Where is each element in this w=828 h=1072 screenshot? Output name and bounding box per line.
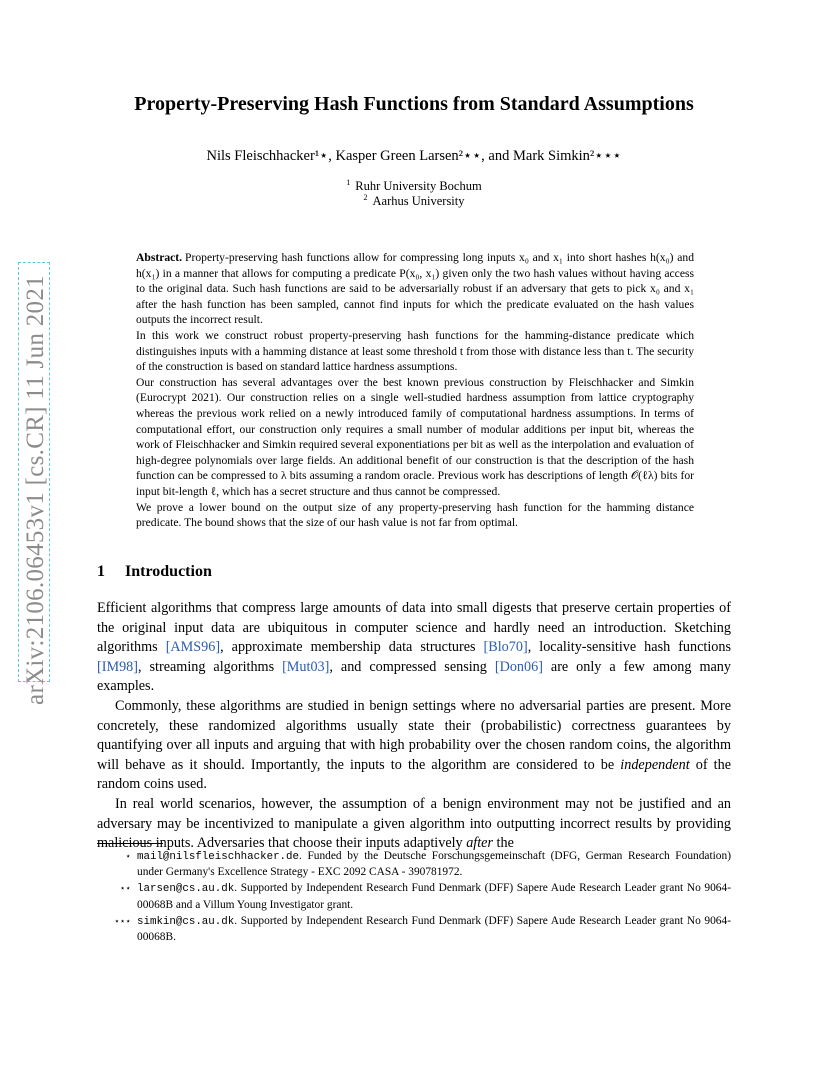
body-paragraph: In real world scenarios, however, the assumption of a benign environment may not be justified and an adversary may be incentivized to manipulate a given algorithm into outputting incorrect results by providing malicious inputs. Adversaries that choose their inputs adaptively after the: [97, 795, 731, 852]
emphasis: independent: [620, 756, 690, 773]
citation-link[interactable]: [Mut03]: [282, 658, 330, 675]
abstract-paragraph: Abstract. Property-preserving hash functions allow for compressing long inputs x₀ and x₁ into short hashes h(x₀) and h(x₁) in a manner that allows for computing a predicate P(x₀, x₁) given only the two hash values without having access to the original data. Such hash functions are said to be adversarially robust if an adversary that gets to pick x₀ and x₁ after the hash function has been sampled, cannot find inputs for which the predicate evaluated on the hash values outputs the incorrect result.: [136, 251, 694, 327]
abstract-block: [136, 250, 694, 531]
footnote-email[interactable]: simkin@cs.au.dk: [137, 915, 235, 928]
abstract-paragraph: Our construction has several advantages over the best known previous construction by Fleischhacker and Simkin (Eurocrypt 2021). Our construction relies on a single well-studied hardness assumption from lattice cryptography whereas the previous work relied on a newly introduced family of computational hardness assumptions. In terms of computational effort, our construction only requires a small number of modular additions per input bit, whereas the work of Fleischhacker and Simkin required several exponentiations per bit as well as the interpolation and evaluation of high-degree polynomials over large fields. An additional benefit of our construction is that the description of the hash function can be compressed to λ bits assuming a random oracle. Previous work has descriptions of length 𝒪(ℓλ) bits for input bit-length ℓ, which has a secret structure and thus cannot be compressed.: [136, 375, 694, 498]
citation-link[interactable]: [AMS96]: [165, 639, 221, 656]
paper-title: Property-Preserving Hash Functions from Standard Assumptions: [134, 93, 694, 115]
footnote: ⋆ mail@nilsfleischhacker.de. Funded by the Deutsche Forschungsgemeinschaft (DFG, German Research Foundation) under Germany's Excellence Strategy - EXC 2092 CASA - 390781972.: [97, 849, 731, 880]
affiliation-name: Aarhus University: [372, 194, 465, 209]
abstract-paragraph: In this work we construct robust property-preserving hash functions for the hamming-distance predicate which distinguishes inputs with a hamming distance at least some threshold t from those with distance less than t. The security of the construction is based on standard lattice hardness assumptions.: [136, 328, 694, 374]
footnote-mark: ⋆⋆⋆: [114, 915, 131, 926]
citation-link[interactable]: [IM98]: [97, 658, 138, 675]
affiliation-2: [96, 193, 732, 209]
citation-link[interactable]: [Don06]: [494, 658, 543, 675]
footnotes: [97, 849, 731, 946]
footnote-mark: ⋆: [125, 851, 131, 861]
author-list: Nils Fleischhacker¹⋆, Kasper Green Larsen²⋆⋆, and Mark Simkin²⋆⋆⋆: [206, 148, 622, 164]
footnote: ⋆⋆⋆ simkin@cs.au.dk. Supported by Independent Research Fund Denmark (DFF) Sapere Aude Research Leader grant No 9064-00068B.: [97, 914, 731, 945]
footnote-separator: [97, 843, 163, 844]
section-number: 1: [97, 563, 105, 580]
citation-link[interactable]: [Blo70]: [483, 639, 528, 656]
affiliation-mark: 2: [363, 193, 368, 202]
section-title: Introduction: [125, 563, 212, 580]
body-paragraph: Efficient algorithms that compress large amounts of data into small digests that preserve certain properties of the original input data are ubiquitous in computer science and hardly need an introduction. Sketching algorithms [AMS96], approximate membership data structures [Blo70], locality-sensitive hash functions [IM98], streaming algorithms [Mut03], and compressed sensing [Don06] are only a few among many examples.: [97, 600, 732, 695]
section-heading: [97, 563, 212, 581]
emphasis: after: [466, 835, 493, 852]
affiliation-name: Ruhr University Bochum: [355, 179, 482, 194]
footnote-email[interactable]: larsen@cs.au.dk: [137, 883, 235, 896]
footnote: ⋆⋆ larsen@cs.au.dk. Supported by Independent Research Fund Denmark (DFF) Sapere Aude Research Leader grant No 9064-00068B and a Villum Young Investigator grant.: [97, 881, 731, 912]
arxiv-identifier[interactable]: arXiv:2106.06453v1 [cs.CR] 11 Jun 2021: [22, 275, 49, 705]
affiliation-mark: 1: [346, 178, 351, 187]
footnote-email[interactable]: mail@nilsfleischhacker.de: [137, 851, 299, 863]
footnote-mark: ⋆⋆: [119, 883, 131, 894]
affiliation-1: [96, 178, 732, 194]
body-paragraph: Commonly, these algorithms are studied in benign settings where no adversarial parties are present. More concretely, these randomized algorithms usually state their (probabilistic) correctness guarantees by quantifying over all inputs and arguing that with high probability over the chosen random coins, the algorithm will behave as it should. Importantly, the inputs to the algorithm are considered to be independent of the random coins used.: [97, 697, 732, 793]
introduction-body: [97, 599, 731, 854]
abstract-paragraph: We prove a lower bound on the output size of any property-preserving hash function for the hamming distance predicate. The bound shows that the size of our hash value is not far from optimal.: [136, 500, 694, 530]
abstract-label: Abstract.: [136, 251, 183, 264]
